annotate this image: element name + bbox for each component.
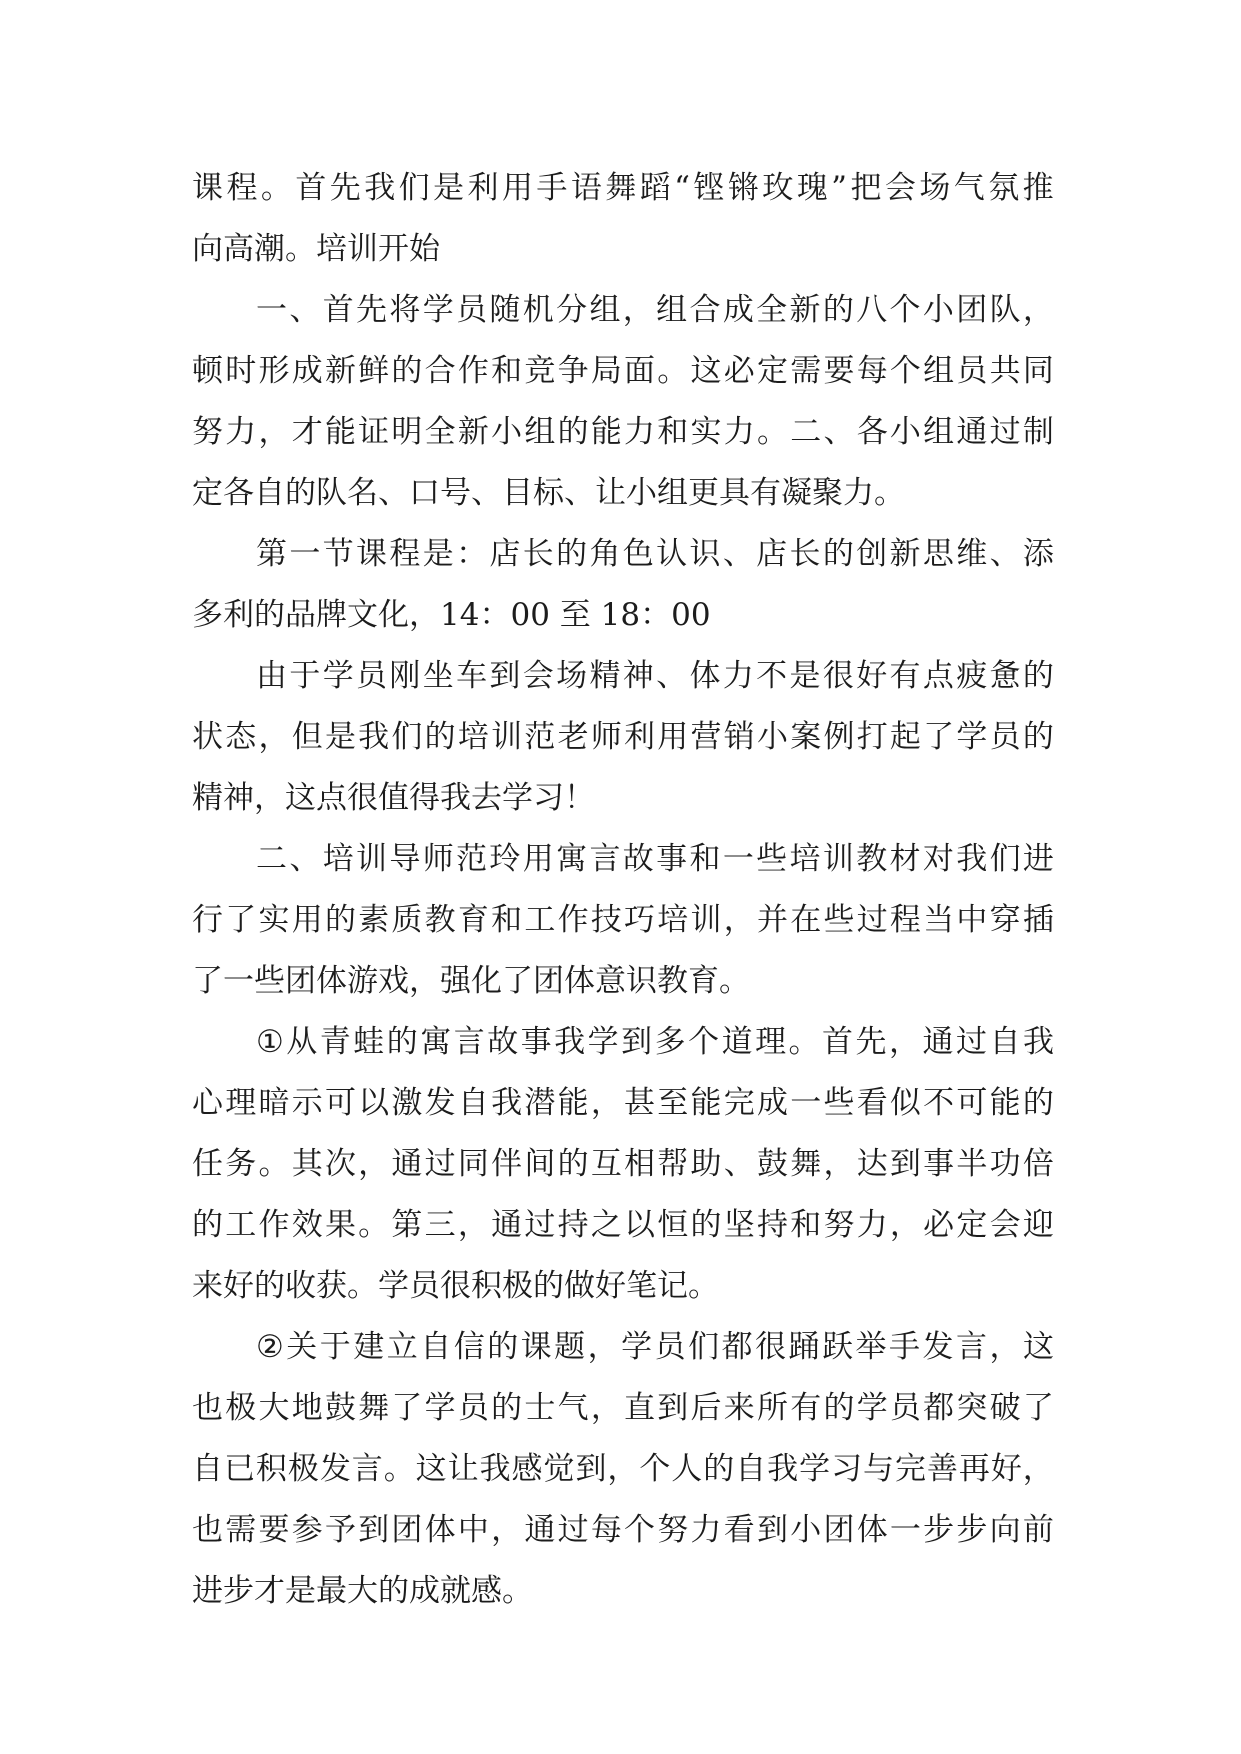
text-line: 心 理 暗 示 可 以 激 发 自 我 潜 能 ， 甚 至 能 完 成 一 些 看 似 不 可 能 的: [192, 1085, 1054, 1121]
text-line: 一 、 首 先 将 学 员 随 机 分 组 ， 组 合 成 全 新 的 八 个 小 团 队 ，: [256, 292, 1054, 328]
text-line: 进 步 才 是 最 大 的 成 就 感 。: [192, 1573, 533, 1609]
text-line: 来 好 的 收 获 。 学 员 很 积 极 的 做 好 笔 记 。: [192, 1268, 719, 1304]
text-line: ② 关 于 建 立 自 信 的 课 题 ， 学 员 们 都 很 踊 跃 举 手 发 言 ， 这: [256, 1329, 1054, 1365]
text-line: 的 工 作 效 果 。 第 三 ， 通 过 持 之 以 恒 的 坚 持 和 努 力 ， 必 定 会 迎: [192, 1207, 1054, 1243]
text-line: 课 程 。 首 先 我 们 是 利 用 手 语 舞 蹈 “ 铿 锵 玫 瑰 ” 把 会 场 气 氛 推: [192, 170, 1054, 206]
text-line: 定 各 自 的 队 名 、 口 号 、 目 标 、 让 小 组 更 具 有 凝 聚 力 。: [192, 475, 905, 511]
text-line: 二 、 培 训 导 师 范 玲 用 寓 言 故 事 和 一 些 培 训 教 材 对 我 们 进: [256, 841, 1054, 877]
text-line: 自 已 积 极 发 言 。 这 让 我 感 觉 到 ， 个 人 的 自 我 学 习 与 完 善 再 好 ，: [192, 1451, 1054, 1487]
text-line: 第 一 节 课 程 是 ： 店 长 的 角 色 认 识 、 店 长 的 创 新 思 维 、 添: [256, 536, 1054, 572]
text-line: 多 利 的 品 牌 文 化 ， 1 4 ： 0 0 至 1 8 ： 0 0: [192, 597, 711, 633]
text-line: 行 了 实 用 的 素 质 教 育 和 工 作 技 巧 培 训 ， 并 在 些 过 程 当 中 穿 插: [192, 902, 1054, 938]
text-line: ① 从 青 蛙 的 寓 言 故 事 我 学 到 多 个 道 理 。 首 先 ， 通 过 自 我: [256, 1024, 1054, 1060]
text-line: 向 高 潮 。 培 训 开 始: [192, 231, 440, 267]
text-line: 也 极 大 地 鼓 舞 了 学 员 的 士 气 ， 直 到 后 来 所 有 的 学 员 都 突 破 了: [192, 1390, 1054, 1426]
text-line: 任 务 。 其 次 ， 通 过 同 伴 间 的 互 相 帮 助 、 鼓 舞 ， 达 到 事 半 功 倍: [192, 1146, 1054, 1182]
text-line: 精 神 ， 这 点 很 值 得 我 去 学 习 ！: [192, 780, 595, 816]
text-line: 也 需 要 参 予 到 团 体 中 ， 通 过 每 个 努 力 看 到 小 团 体 一 步 步 向 前: [192, 1512, 1054, 1548]
document-body: [192, 158, 1054, 1622]
text-line: 了 一 些 团 体 游 戏 ， 强 化 了 团 体 意 识 教 育 。: [192, 963, 750, 999]
text-line: 由 于 学 员 刚 坐 车 到 会 场 精 神 、 体 力 不 是 很 好 有 点 疲 惫 的: [256, 658, 1054, 694]
text-line: 状 态 ， 但 是 我 们 的 培 训 范 老 师 利 用 营 销 小 案 例 打 起 了 学 员 的: [192, 719, 1054, 755]
text-line: 顿 时 形 成 新 鲜 的 合 作 和 竞 争 局 面 。 这 必 定 需 要 每 个 组 员 共 同: [192, 353, 1054, 389]
text-line: 努 力 ， 才 能 证 明 全 新 小 组 的 能 力 和 实 力 。 二 、 各 小 组 通 过 制: [192, 414, 1054, 450]
